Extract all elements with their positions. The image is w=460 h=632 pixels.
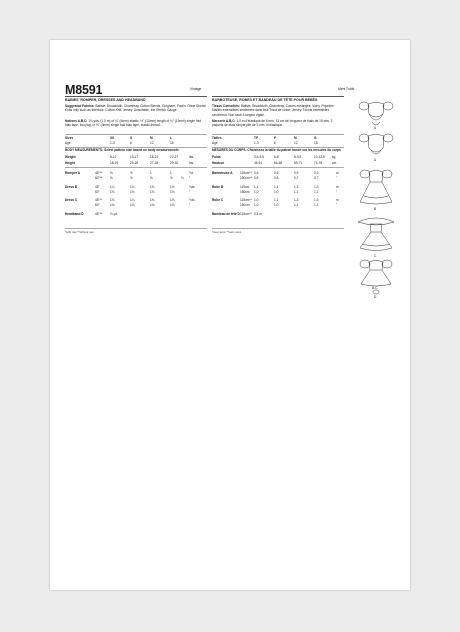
yardage-unit: Yd.: [189, 171, 194, 175]
measurement-value: 8-12: [110, 155, 117, 159]
measurement-value: 29-30: [170, 161, 179, 165]
yardage-value: 1,1: [314, 189, 319, 194]
view-label: Headband D: [65, 211, 84, 216]
yardage-value: 0,7: [294, 176, 299, 181]
romper-a-front-sketch: [359, 102, 393, 125]
footnote-en: *with nap **without nap: [65, 230, 94, 234]
title-fr: BARBOTEUSE, ROBES ET BANDEAU DE TÊTE POUR BÉBÉS: [212, 98, 318, 102]
yardage-value: 1,3: [294, 184, 299, 189]
mercerie-label-fr: Mercerie A,B,C:: [212, 119, 236, 123]
yardage-value: 1⅜: [150, 198, 155, 203]
rule-fr-3: [212, 167, 344, 168]
measurement-value: 13-17: [130, 155, 139, 159]
yardage-value: 1⅛: [150, 189, 155, 194]
yardage-value: 1¼: [130, 184, 135, 189]
view-label: Dress B: [65, 184, 78, 189]
yardage-value: 0,6: [274, 176, 279, 181]
fabric-width: 115cm**: [240, 211, 252, 216]
yardage-value: 1,0: [274, 203, 279, 208]
size-header-cell: L: [170, 136, 172, 140]
yardage-row: [212, 212, 352, 218]
collection-name-en: Vintage: [190, 87, 202, 91]
yardage-value: 0,6: [274, 171, 279, 175]
age-cell: Age: [65, 141, 71, 145]
yardage-value: 1⅜: [150, 184, 155, 189]
measurement-value: 46-61: [254, 161, 263, 165]
age-cell: 6: [130, 141, 132, 145]
yardage-unit: ": [189, 176, 191, 181]
size-header-cell: M: [150, 136, 153, 140]
collection-name-fr: Mimi Tudlé: [338, 87, 355, 91]
footnote-fr: *avec sens **sans sens: [212, 230, 242, 234]
pattern-envelope-back: [50, 40, 410, 590]
size-header-cell: Tailles: [212, 136, 222, 140]
dress-b-c-back-sketch: [360, 260, 392, 286]
dress-c-sketch: [358, 218, 394, 251]
title-en: BABIES' ROMPER, DRESSES AND HEADBAND: [65, 98, 146, 102]
size-header-cell: Sizes: [65, 136, 74, 140]
yardage-value: 0,6: [254, 176, 259, 181]
view-label: Robe C: [212, 198, 224, 203]
fabric-width: 150cm: [240, 189, 250, 194]
yardage-row: [65, 203, 205, 209]
rule-en-3: [65, 167, 207, 168]
view-label: Robe B: [212, 184, 224, 189]
yardage-value: 1⅛: [110, 189, 115, 194]
yardage-value: 0,6: [254, 171, 259, 175]
measurement-value: 27-28: [150, 161, 159, 165]
size-header-cell: TP: [254, 136, 259, 140]
fabric-width: 60": [95, 203, 100, 208]
fabrics-label-fr: Tissus Conseillés:: [212, 104, 240, 108]
yardage-unit: ": [189, 203, 191, 208]
yardage-value: 1⅛: [170, 189, 175, 194]
yardage-value: 1,1: [294, 189, 299, 194]
yardage-row: [65, 190, 205, 196]
view-label: Barboteuse A: [212, 171, 233, 175]
yardage-unit: Yds.: [189, 184, 196, 189]
header-rule-right: [212, 96, 344, 97]
yardage-unit: Yds.: [189, 198, 196, 203]
romper-a-back-sketch: [359, 134, 393, 154]
suggested-fabrics-label-en: Suggested Fabrics:: [65, 104, 95, 108]
size-header-cell: S: [130, 136, 133, 140]
yardage-value: 1,3: [314, 198, 319, 203]
header-rule-left: [65, 96, 207, 97]
yardage-value: ⅝: [150, 176, 153, 181]
yardage-value: ⅝: [130, 171, 133, 175]
measurement-label: Hauteur: [212, 161, 225, 165]
measurement-label: Height: [65, 161, 75, 165]
yardage-value: 1,3: [314, 184, 319, 189]
age-cell: 1-3: [254, 141, 259, 145]
yardage-value: 1,1: [274, 198, 279, 203]
rule-fr-1: [212, 134, 344, 135]
yardage-value: 1⅛: [110, 203, 115, 208]
fabric-width: 115cm**: [240, 171, 252, 175]
measurement-value: 25-26: [130, 161, 139, 165]
yardage-unit: m: [336, 184, 339, 189]
rule-en-4: [65, 228, 207, 229]
measurement-value: 74-76: [314, 161, 323, 165]
view-label: Dress C: [65, 198, 78, 203]
yardage-value: 1¼: [130, 198, 135, 203]
yardage-value: 0,7: [314, 176, 319, 181]
yardage-value: 1,1: [254, 184, 259, 189]
size-header-cell: P: [274, 136, 277, 140]
size-header-cell: XS: [110, 136, 115, 140]
fabric-width: 150cm**: [240, 176, 253, 181]
yardage-value: 1,1: [274, 184, 279, 189]
measurement-value: 10-12,5: [314, 155, 325, 159]
measurement-unit: cm: [332, 161, 337, 165]
yardage-unit: ": [336, 189, 338, 194]
suggested-fabrics-en: [65, 104, 207, 113]
mercerie-text-fr: 1,0 m d'élastique de 6 mm, 13 cm de longueur de biais de 19 mm, 2 paquets de biais simple plié de 3 mm, fil élastique.: [212, 119, 333, 128]
measurement-value: 3,6-5,5: [254, 155, 264, 159]
measurement-value: 6-8: [274, 155, 279, 159]
measurement-value: 69-71: [294, 161, 303, 165]
figure-label: A: [374, 158, 377, 162]
measurement-value: 18-21: [150, 155, 159, 159]
yardage-row: [212, 190, 352, 196]
yardage-value: 1: [170, 171, 172, 175]
yardage-value: ⅝: [130, 176, 133, 181]
measurement-label: Weight: [65, 155, 76, 159]
garment-sketches: [348, 98, 404, 298]
figure-label: D: [374, 295, 377, 299]
age-cell: Âge: [212, 141, 218, 145]
fabric-width: 45"**: [95, 211, 103, 216]
measurement-value: 22-27: [170, 155, 179, 159]
yardage-value: ⅛ yd.: [110, 211, 118, 216]
body-measurements-title-en: BODY MEASUREMENTS: Select pattern size based on body measurements: [65, 148, 179, 152]
body-measurements-title-fr: MESURES DU CORPS: Choisissez la taille du patron basée sur les mesures du corps: [212, 148, 341, 152]
yardage-value: 1⅜: [170, 198, 175, 203]
age-cell: 1-3: [110, 141, 115, 145]
yardage-value: 1⅛: [170, 203, 175, 208]
notions-label-en: Notions A,B,C:: [65, 119, 88, 123]
yardage-value: 1,3: [294, 198, 299, 203]
age-cell: 12: [150, 141, 154, 145]
fabric-width: 115cm**: [240, 198, 252, 203]
figure-label: A: [374, 126, 377, 130]
yardage-value: 1,0: [254, 198, 259, 203]
fabrics-fr: [212, 104, 344, 117]
measurement-unit: ins.: [189, 161, 194, 165]
view-label: Romper A: [65, 171, 81, 175]
yardage-value: 1,1: [314, 203, 319, 208]
mercerie-fr: [212, 119, 344, 128]
yardage-value: 1,0: [254, 189, 259, 194]
yardage-unit: m: [336, 171, 339, 175]
yardage-value: 0,9: [294, 171, 299, 175]
yardage-row: [65, 176, 205, 182]
notions-en: [65, 119, 207, 128]
yardage-value: ⅝: [110, 176, 113, 181]
fabric-width: 45"**: [95, 171, 103, 175]
age-cell: 18: [314, 141, 318, 145]
size-header-cell: M: [294, 136, 297, 140]
age-cell: 6: [274, 141, 276, 145]
fabric-width: 45": [95, 184, 100, 189]
yardage-value: 1¼: [110, 184, 115, 189]
yardage-value: ⅝: [110, 171, 113, 175]
age-cell: 18: [170, 141, 174, 145]
fabric-width: 60"**: [95, 176, 103, 181]
fabrics-text-fr: Batiste, Broadcloth, Chambray, Cotons mélangés, Vichy, Popeline. Mailles extensibles seulement dans tout Tricot de coton, Jersey. Tricots extensibles seulement. Non tissé à largeur égale.: [212, 104, 335, 117]
figure-label: B-C: [372, 286, 378, 290]
yardage-value: 1⅜: [170, 184, 175, 189]
yardage-unit: ": [336, 203, 338, 208]
measurement-unit: kg: [332, 155, 336, 159]
yardage-value: 0,1 m: [254, 211, 262, 216]
notions-text-en: 1⅛ yds. (1.0 m) of ¼" (6mm) elastic, ½" (13mm) length of ¾" (19mm) single fold bias tape, two pkg. of ⅛" (3mm) single fold bias tape, elastic thread.: [65, 119, 201, 128]
pattern-number: M8591: [65, 83, 103, 97]
measurement-label: Poids: [212, 155, 221, 159]
measurement-value: 18-24: [110, 161, 119, 165]
yardage-unit: ": [189, 189, 191, 194]
figure-label: C: [374, 254, 377, 258]
yardage-value: 1,0: [274, 189, 279, 194]
yardage-row: [65, 212, 205, 218]
yardage-value: 1⅛: [130, 203, 135, 208]
yardage-value: 1⅛: [130, 189, 135, 194]
measurement-unit: lbs.: [189, 155, 194, 159]
yardage-value: 1,0: [254, 203, 259, 208]
yardage-value: 1⅛: [110, 198, 115, 203]
yardage-unit: ": [336, 176, 338, 181]
yardage-row: [212, 203, 352, 209]
headband-d-sketch: [373, 290, 379, 294]
yardage-value: 1⅛: [150, 203, 155, 208]
fabric-width: 45"**: [95, 198, 103, 203]
yardage-value: 1: [150, 171, 152, 175]
yardage-value: ¾: [181, 176, 184, 181]
fabric-width: 150cm: [240, 203, 250, 208]
yardage-unit: m: [336, 198, 339, 203]
measurement-value: 8-9,5: [294, 155, 302, 159]
age-cell: 12: [294, 141, 298, 145]
fabric-width: 115cm: [240, 184, 250, 189]
fabric-width: 60": [95, 189, 100, 194]
yardage-row: [212, 176, 352, 182]
figure-label: B: [374, 207, 377, 211]
view-label: Bandeau de tête D: [212, 211, 240, 216]
measurement-value: 64-66: [274, 161, 283, 165]
rule-fr-4: [212, 228, 344, 229]
yardage-value: 1,1: [294, 203, 299, 208]
yardage-value: 0,9: [314, 171, 319, 175]
size-header-cell: G: [314, 136, 317, 140]
suggested-fabrics-text-en: Batiste, Broadcloth, Chambray, Cotton Blends, Gingham, Poplin. Ohne Stretch Knits only such as Interlock, Cotton Knit, Jersey. Unsuitable: the Stretch Gauge.: [65, 104, 207, 113]
rule-en-1: [65, 134, 207, 135]
dress-b-sketch: [360, 170, 392, 204]
yardage-value: ⅝: [170, 176, 173, 181]
